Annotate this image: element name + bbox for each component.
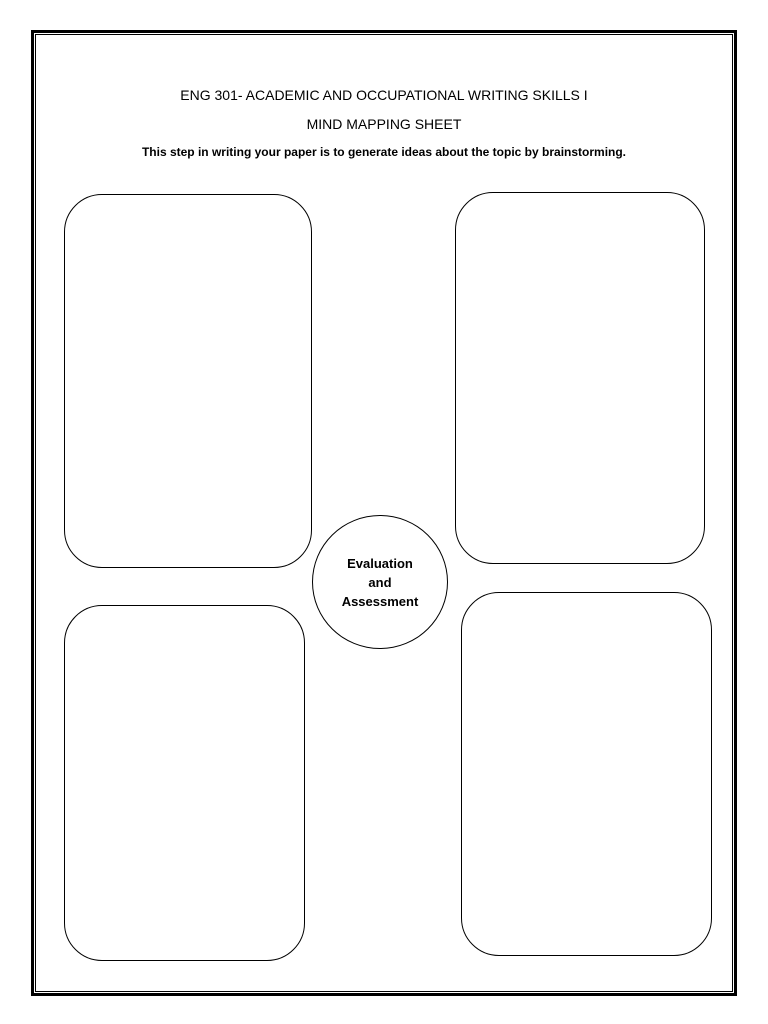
mind-map-box-top-right[interactable] <box>455 192 705 564</box>
instruction-text: This step in writing your paper is to generate ideas about the topic by brainstorming. <box>141 145 627 159</box>
mind-map-box-bottom-left[interactable] <box>64 605 305 961</box>
mind-map-box-bottom-right[interactable] <box>461 592 712 956</box>
central-topic-line-3: Assessment <box>341 593 419 609</box>
page-title: ENG 301- ACADEMIC AND OCCUPATIONAL WRITING SKILLS I <box>180 87 588 103</box>
central-topic-line-1: Evaluation <box>347 555 413 571</box>
mind-map-box-top-left[interactable] <box>64 194 312 568</box>
central-topic-circle <box>312 515 448 649</box>
central-topic-label <box>342 554 419 611</box>
central-topic-line-2: and <box>368 574 392 590</box>
page-subtitle: MIND MAPPING SHEET <box>306 116 462 132</box>
